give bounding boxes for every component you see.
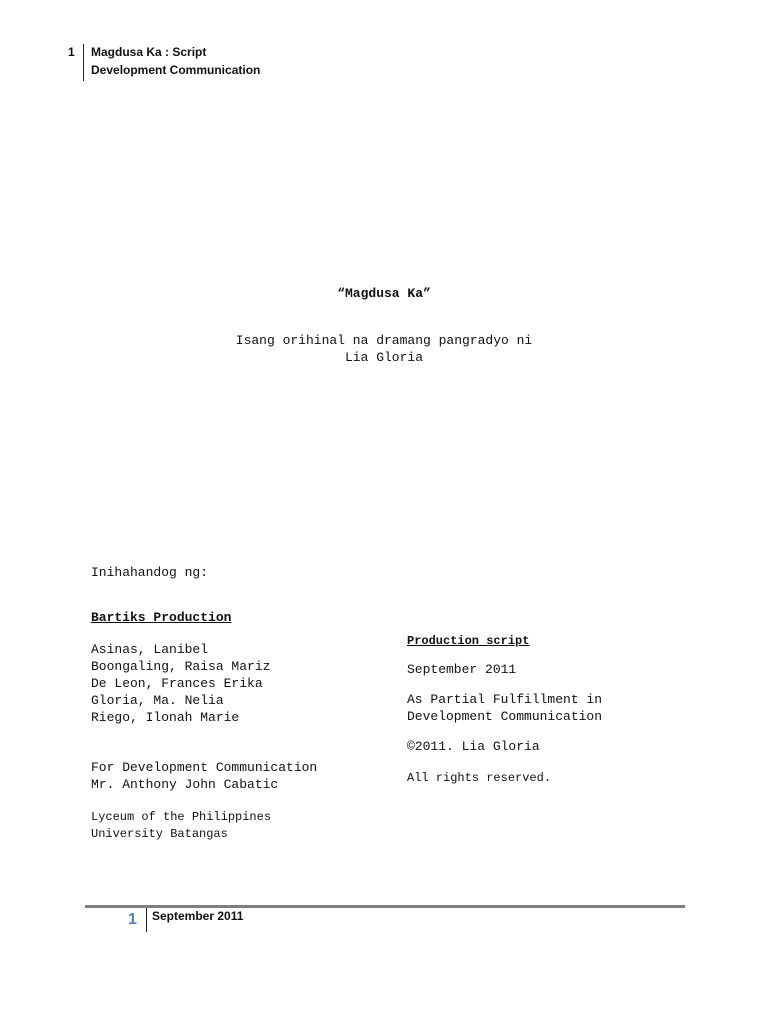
header-title: Magdusa Ka : Script: [91, 45, 207, 59]
group-name: Bartiks Production: [91, 610, 232, 625]
course-line: For Development Communication: [91, 760, 318, 775]
member-name: De Leon, Frances Erika: [91, 676, 263, 691]
fulfillment-line1: As Partial Fulfillment in: [407, 692, 603, 707]
footer-divider: [146, 908, 147, 932]
rights-reserved: All rights reserved.: [407, 771, 552, 785]
script-title: “Magdusa Ka”: [337, 286, 431, 301]
school-line1: Lyceum of the Philippines: [91, 810, 272, 824]
instructor-name: Mr. Anthony John Cabatic: [91, 777, 279, 792]
script-author: Lia Gloria: [344, 350, 423, 365]
member-list: [91, 641, 270, 726]
header-page-number: 1: [68, 45, 75, 59]
member-name: Gloria, Ma. Nelia: [91, 693, 224, 708]
copyright-notice: ©2011. Lia Gloria: [407, 739, 540, 754]
member-name: Riego, Ilonah Marie: [91, 710, 240, 725]
header-divider: [83, 44, 84, 81]
footer-page-number: 1: [128, 911, 137, 928]
presented-by-label: Inihahandog ng:: [91, 565, 209, 580]
member-name: Asinas, Lanibel: [91, 642, 209, 657]
footer-rule: [85, 905, 685, 908]
script-subtitle-line1: Isang orihinal na dramang pangradyo ni: [235, 333, 533, 348]
school-line2: University Batangas: [91, 827, 228, 841]
script-date: September 2011: [407, 662, 517, 677]
footer-date: September 2011: [152, 909, 244, 923]
member-name: Boongaling, Raisa Mariz: [91, 659, 271, 674]
fulfillment-line2: Development Communication: [407, 709, 603, 724]
production-script-heading: Production script: [407, 634, 530, 648]
header-subtitle: Development Communication: [91, 63, 261, 77]
